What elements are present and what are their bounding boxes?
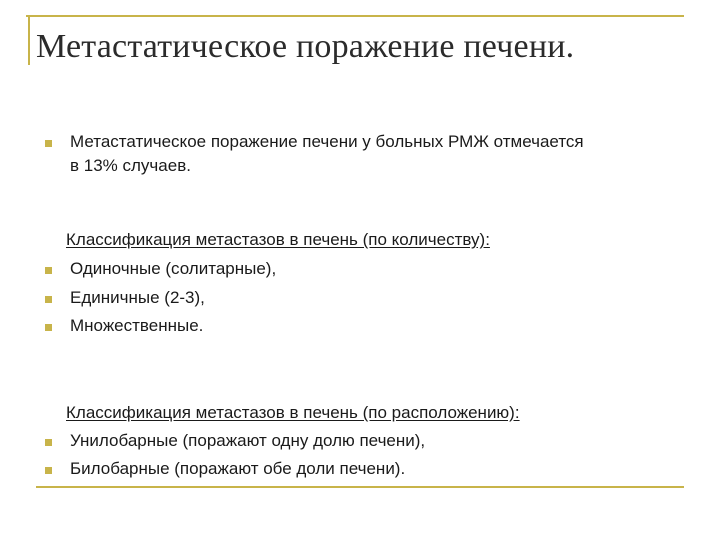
count-classification-heading: Классификация метастазов в печень (по количеству): xyxy=(66,230,490,249)
slide-title: Метастатическое поражение печени. xyxy=(36,28,575,65)
bullet-icon xyxy=(45,296,52,303)
intro-line-2: в 13% случаев. xyxy=(70,156,191,175)
list-item: Единичные (2-3), xyxy=(70,288,205,307)
location-classification-heading: Классификация метастазов в печень (по расположению): xyxy=(66,403,520,422)
bullet-icon xyxy=(45,267,52,274)
bottom-border-line xyxy=(36,486,684,488)
list-item: Множественные. xyxy=(70,316,204,335)
list-item: Одиночные (солитарные), xyxy=(70,259,277,278)
bullet-icon xyxy=(45,439,52,446)
bullet-icon xyxy=(45,140,52,147)
intro-line-1: Метастатическое поражение печени у больных РМЖ отмечается xyxy=(70,132,584,151)
bullet-icon xyxy=(45,467,52,474)
bullet-icon xyxy=(45,324,52,331)
left-border-line xyxy=(28,15,30,65)
list-item: Унилобарные (поражают одну долю печени), xyxy=(70,431,426,450)
list-item: Билобарные (поражают обе доли печени). xyxy=(70,459,406,478)
top-border-line xyxy=(26,15,684,17)
